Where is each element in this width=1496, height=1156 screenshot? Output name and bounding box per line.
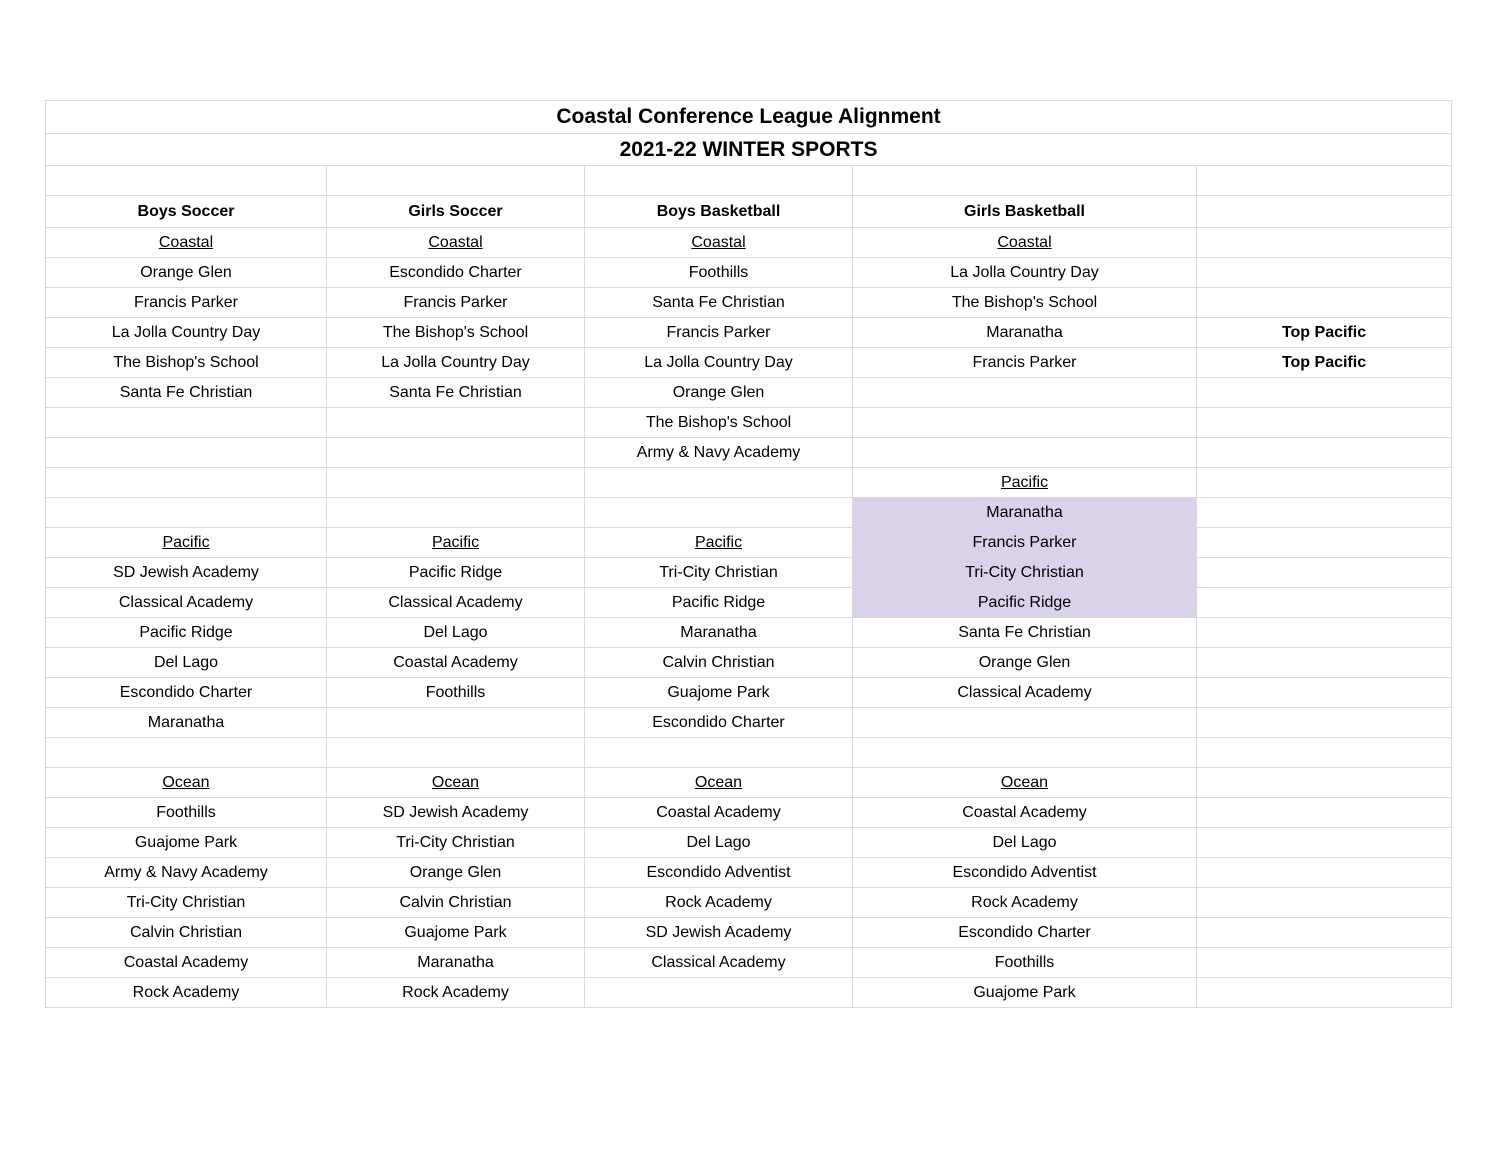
school-cell: Classical Academy xyxy=(327,588,585,618)
school-cell: Pacific Ridge xyxy=(327,558,585,588)
school-cell: Classical Academy xyxy=(46,588,327,618)
league-label-coastal: Coastal xyxy=(853,228,1197,258)
school-cell: Santa Fe Christian xyxy=(853,618,1197,648)
school-cell: Foothills xyxy=(46,798,327,828)
school-cell: Guajome Park xyxy=(327,918,585,948)
school-cell: Coastal Academy xyxy=(327,648,585,678)
school-cell: Francis Parker xyxy=(853,348,1197,378)
school-cell: The Bishop's School xyxy=(327,318,585,348)
school-cell: Classical Academy xyxy=(585,948,853,978)
page-title: Coastal Conference League Alignment xyxy=(46,101,1452,134)
school-cell: Orange Glen xyxy=(46,258,327,288)
school-cell: SD Jewish Academy xyxy=(46,558,327,588)
school-cell: Orange Glen xyxy=(327,858,585,888)
school-cell: SD Jewish Academy xyxy=(327,798,585,828)
league-label-ocean: Ocean xyxy=(585,768,853,798)
school-cell: SD Jewish Academy xyxy=(585,918,853,948)
school-cell: Francis Parker xyxy=(585,318,853,348)
school-cell: Guajome Park xyxy=(853,978,1197,1008)
school-cell: Rock Academy xyxy=(327,978,585,1008)
school-cell: Escondido Adventist xyxy=(853,858,1197,888)
school-cell: Santa Fe Christian xyxy=(327,378,585,408)
note-cell: Top Pacific xyxy=(1197,318,1452,348)
school-cell-highlighted: Pacific Ridge xyxy=(853,588,1197,618)
school-cell: Pacific Ridge xyxy=(585,588,853,618)
school-cell: Classical Academy xyxy=(853,678,1197,708)
school-cell: Santa Fe Christian xyxy=(46,378,327,408)
school-cell-highlighted: Francis Parker xyxy=(853,528,1197,558)
league-label-pacific: Pacific xyxy=(46,528,327,558)
league-label-ocean: Ocean xyxy=(327,768,585,798)
school-cell: Maranatha xyxy=(46,708,327,738)
school-cell: La Jolla Country Day xyxy=(585,348,853,378)
school-cell: Foothills xyxy=(585,258,853,288)
school-cell: Tri-City Christian xyxy=(585,558,853,588)
school-cell: Del Lago xyxy=(46,648,327,678)
league-label-ocean: Ocean xyxy=(46,768,327,798)
note-cell: Top Pacific xyxy=(1197,348,1452,378)
school-cell: Calvin Christian xyxy=(46,918,327,948)
school-cell: Rock Academy xyxy=(853,888,1197,918)
school-cell: The Bishop's School xyxy=(853,288,1197,318)
school-cell: Francis Parker xyxy=(327,288,585,318)
school-cell: Orange Glen xyxy=(585,378,853,408)
school-cell: Escondido Charter xyxy=(327,258,585,288)
school-cell: Pacific Ridge xyxy=(46,618,327,648)
school-cell: Calvin Christian xyxy=(327,888,585,918)
school-cell: Army & Navy Academy xyxy=(585,438,853,468)
school-cell: Escondido Charter xyxy=(46,678,327,708)
school-cell: The Bishop's School xyxy=(46,348,327,378)
sport-header-boys-basketball: Boys Basketball xyxy=(585,196,853,228)
sport-header-girls-soccer: Girls Soccer xyxy=(327,196,585,228)
school-cell: Tri-City Christian xyxy=(327,828,585,858)
school-cell: La Jolla Country Day xyxy=(853,258,1197,288)
school-cell-highlighted: Maranatha xyxy=(853,498,1197,528)
school-cell: La Jolla Country Day xyxy=(327,348,585,378)
sport-header-boys-soccer: Boys Soccer xyxy=(46,196,327,228)
school-cell-highlighted: Tri-City Christian xyxy=(853,558,1197,588)
school-cell: Rock Academy xyxy=(46,978,327,1008)
school-cell: Coastal Academy xyxy=(46,948,327,978)
school-cell: Francis Parker xyxy=(46,288,327,318)
school-cell: Maranatha xyxy=(327,948,585,978)
school-cell: Coastal Academy xyxy=(853,798,1197,828)
league-label-pacific: Pacific xyxy=(585,528,853,558)
school-cell: Santa Fe Christian xyxy=(585,288,853,318)
school-cell: Escondido Charter xyxy=(585,708,853,738)
league-label-pacific: Pacific xyxy=(327,528,585,558)
school-cell: Guajome Park xyxy=(585,678,853,708)
school-cell: Tri-City Christian xyxy=(46,888,327,918)
school-cell: Maranatha xyxy=(853,318,1197,348)
school-cell: Foothills xyxy=(853,948,1197,978)
school-cell: Escondido Charter xyxy=(853,918,1197,948)
league-label-coastal: Coastal xyxy=(585,228,853,258)
league-label-coastal: Coastal xyxy=(46,228,327,258)
school-cell: Escondido Adventist xyxy=(585,858,853,888)
school-cell: Maranatha xyxy=(585,618,853,648)
school-cell: Foothills xyxy=(327,678,585,708)
school-cell: Guajome Park xyxy=(46,828,327,858)
page-subtitle: 2021-22 WINTER SPORTS xyxy=(46,134,1452,166)
school-cell: Rock Academy xyxy=(585,888,853,918)
school-cell: The Bishop's School xyxy=(585,408,853,438)
league-label-pacific: Pacific xyxy=(853,468,1197,498)
school-cell: Del Lago xyxy=(585,828,853,858)
league-alignment-table xyxy=(45,100,1452,1008)
league-label-coastal: Coastal xyxy=(327,228,585,258)
school-cell: La Jolla Country Day xyxy=(46,318,327,348)
school-cell: Coastal Academy xyxy=(585,798,853,828)
school-cell: Del Lago xyxy=(327,618,585,648)
sport-header-girls-basketball: Girls Basketball xyxy=(853,196,1197,228)
school-cell: Orange Glen xyxy=(853,648,1197,678)
school-cell: Army & Navy Academy xyxy=(46,858,327,888)
school-cell: Del Lago xyxy=(853,828,1197,858)
school-cell: Calvin Christian xyxy=(585,648,853,678)
league-label-ocean: Ocean xyxy=(853,768,1197,798)
